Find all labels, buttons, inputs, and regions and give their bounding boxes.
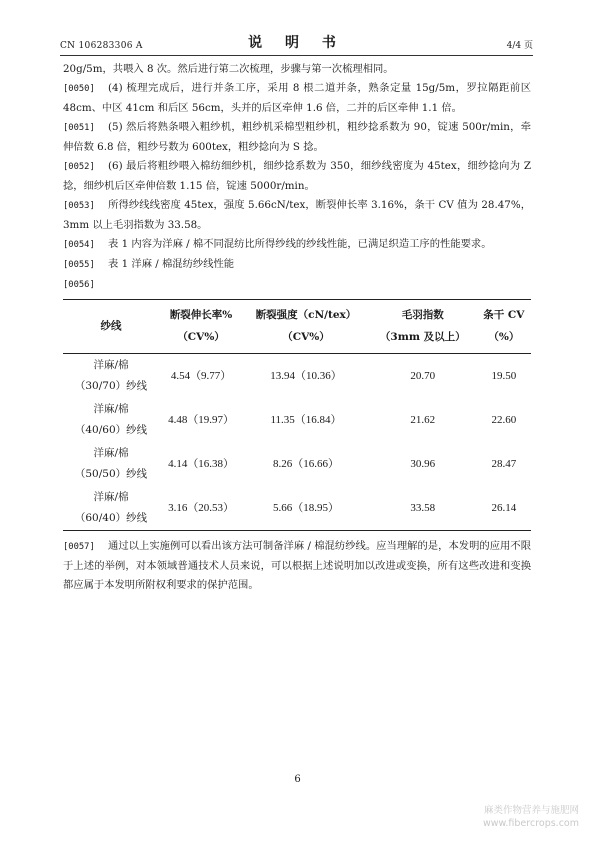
paragraph-0053 xyxy=(63,196,531,235)
strength-cell: 5.66（18.95） xyxy=(273,501,339,514)
document-title: 说 明 书 xyxy=(248,35,345,51)
paragraph-text: (4) 梳理完成后，进行并条工序，采用 8 根二道并条，熟条定量 15g/5m，罗拉隔距前区 48cm、中区 41cm 和后区 56cm，头并的后区牵伸 1.6 倍，二并的后区牵伸 1.1 倍。 xyxy=(63,82,531,114)
page-number: 6 xyxy=(294,774,301,785)
strength-cell: 8.26（16.66） xyxy=(273,457,339,470)
paragraph-text: 表 1 内容为洋麻 / 棉不同混纺比所得纱线的纱线性能，已满足织造工序的性能要求。 xyxy=(108,238,492,250)
hairiness-cell: 20.70 xyxy=(410,369,436,382)
elongation-cell: 4.14（16.38） xyxy=(168,457,235,470)
evenness-cell: 26.14 xyxy=(491,501,517,514)
yarn-name-cell: 洋麻/棉 （40/60）纱线 xyxy=(74,403,148,436)
table-caption: 表 1 洋麻 / 棉混纺纱线性能 xyxy=(108,258,235,270)
table-header-row xyxy=(63,300,531,354)
col-header-hairiness: 毛羽指数 （3mm 及以上） xyxy=(369,300,477,354)
paragraph-text: 所得纱线线密度 45tex，强度 5.66cN/tex，断裂伸长率 3.16%，条干 CV 值为 28.47%，3mm 以上毛羽指数为 33.58。 xyxy=(63,199,531,231)
paragraph-number: [0056] xyxy=(63,280,95,290)
col-header-strength: 断裂强度（cN/tex） （CV%） xyxy=(243,300,369,354)
paragraph-text: 20g/5m，共喂入 8 次。然后进行第二次梳理，步骤与第一次梳理相同。 xyxy=(63,63,394,75)
table-row xyxy=(63,442,531,486)
paragraph-0055 xyxy=(63,255,531,275)
yarn-name-cell: 洋麻/棉 （50/50）纱线 xyxy=(74,447,148,480)
col-header-elongation: 断裂伸长率% （CV%） xyxy=(159,300,243,354)
col-header-yarn: 纱线 xyxy=(63,300,159,354)
header-rule xyxy=(60,55,533,56)
paragraph-0056 xyxy=(63,275,531,295)
paragraph-number: [0057] xyxy=(63,542,95,552)
paragraph-text: (5) 然后将熟条喂入粗纱机，粗纱机采棉型粗纱机，粗纱捻系数为 90，锭速 500r/min，牵伸倍数 6.8 倍，粗纱号数为 600tex，粗纱捻向为 S 捻。 xyxy=(63,121,531,153)
paragraph-0052 xyxy=(63,157,531,196)
elongation-cell: 4.54（9.77） xyxy=(170,369,232,382)
elongation-cell: 4.48（19.97） xyxy=(168,413,235,426)
document-body xyxy=(63,60,531,595)
evenness-cell: 28.47 xyxy=(491,457,517,470)
col-header-evenness-cv: 条干 CV （%） xyxy=(477,300,531,354)
watermark-site-name: 麻类作物营养与施肥网 xyxy=(483,805,579,816)
evenness-cell: 19.50 xyxy=(491,369,517,382)
table-row xyxy=(63,354,531,399)
paragraph-0054 xyxy=(63,235,531,255)
yarn-name-cell: 洋麻/棉 （60/40）纱线 xyxy=(74,491,148,524)
paragraph-number: [0053] xyxy=(63,201,95,211)
evenness-cell: 22.60 xyxy=(491,413,517,426)
paragraph-number: [0055] xyxy=(63,260,95,270)
elongation-cell: 3.16（20.53） xyxy=(168,501,235,514)
paragraph-0050 xyxy=(63,79,531,118)
paragraph-number: [0050] xyxy=(63,84,95,94)
paragraph-0051 xyxy=(63,118,531,157)
patent-number: CN 106283306 A xyxy=(60,41,143,51)
hairiness-cell: 21.62 xyxy=(410,413,436,426)
yarn-properties-table xyxy=(63,299,531,531)
hairiness-cell: 30.96 xyxy=(410,457,436,470)
paragraph-number: [0054] xyxy=(63,240,95,250)
watermark-url: www.fibercrops.com xyxy=(482,818,579,829)
hairiness-cell: 33.58 xyxy=(410,501,436,514)
paragraph-number: [0052] xyxy=(63,162,95,172)
paragraph-text: (6) 最后将粗纱喂入棉纺细纱机，细纱捻系数为 350，细纱线密度为 45tex，细纱捻向为 Z 捻，细纱机后区牵伸倍数 1.15 倍，锭速 5000r/min。 xyxy=(63,160,531,192)
strength-cell: 13.94（10.36） xyxy=(270,369,342,382)
paragraph-text: 通过以上实施例可以看出该方法可制备洋麻 / 棉混纺纱线。应当理解的是，本发明的应用不限于上述的举例，对本领域普通技术人员来说，可以根据上述说明加以改进或变换，所有这些改进和变换都应属于本发明所附权利要求的保护范围。 xyxy=(63,540,531,591)
yarn-name-cell: 洋麻/棉 （30/70）纱线 xyxy=(74,359,148,392)
table-row xyxy=(63,398,531,442)
strength-cell: 11.35（16.84） xyxy=(270,413,342,426)
page-indicator: 4/4 页 xyxy=(506,41,533,51)
table-row xyxy=(63,486,531,530)
page-header xyxy=(60,34,533,54)
paragraph-number: [0051] xyxy=(63,123,95,133)
paragraph-0057 xyxy=(63,537,531,595)
site-watermark xyxy=(483,804,579,830)
paragraph-continuation xyxy=(63,60,531,79)
